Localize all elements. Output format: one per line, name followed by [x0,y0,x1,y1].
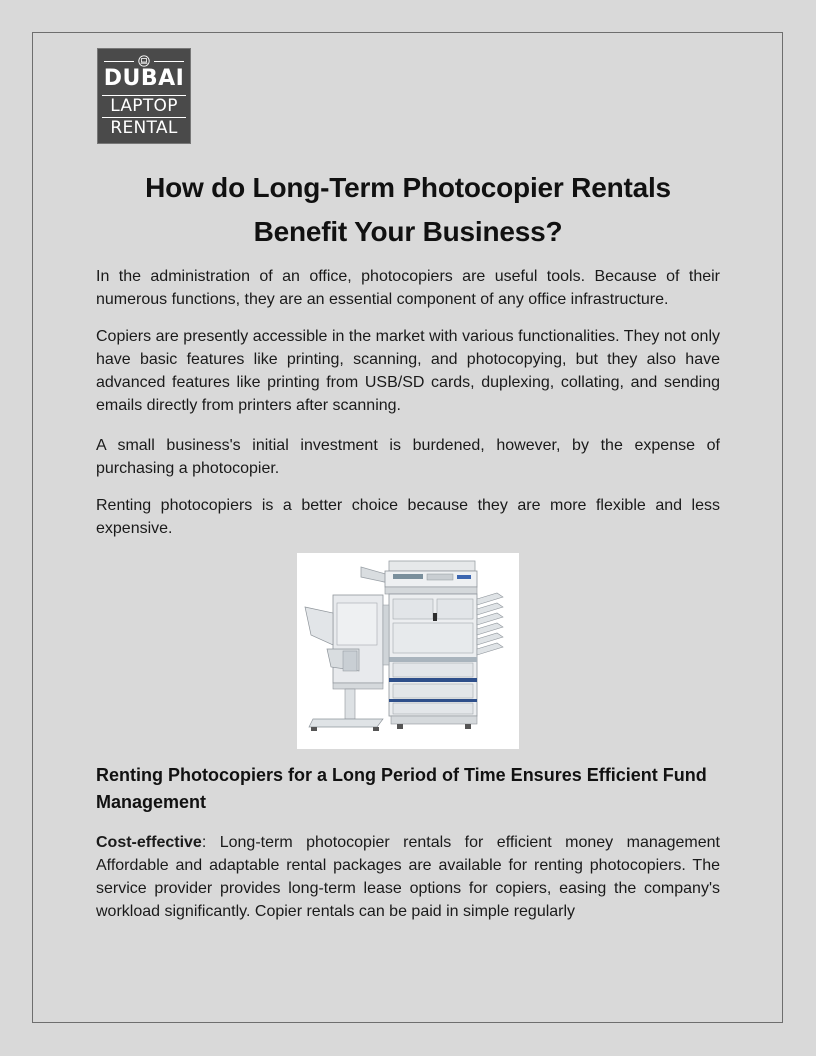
photocopier-image [297,553,519,749]
logo-text-rental: RENTAL [110,118,178,138]
logo-divider-line [154,61,184,62]
logo-text-dubai: DUBAI [103,66,185,91]
intro-paragraph: In the administration of an office, photocopiers are useful tools. Because of their numerous functions, they are an essential component of any office infrastructure. [96,268,720,308]
cost-effective-paragraph [96,831,720,923]
cost-effective-text: : Long-term photocopier rentals for efficient money management Affordable and adaptable rental packages are available for renting photocopiers. The service provider provides long-term lease options for copiers, easing the company's workload significantly. Copier rentals can be paid in simple regularly [96,834,720,920]
cost-effective-label: Cost-effective [96,834,202,851]
logo-text-laptop: LAPTOP [110,96,178,116]
photocopier-illustration [297,553,519,749]
cost-paragraph: A small business's initial investment is burdened, however, by the expense of purchasing a photocopier. [96,437,720,477]
features-paragraph: Copiers are presently accessible in the market with various functionalities. They not only have basic features like printing, scanning, and photocopying, but they also have advanced features like printing from USB/SD cards, duplexing, collating, and sending emails directly from printers after scanning. [96,328,720,414]
logo-divider-line [104,61,134,62]
company-logo[interactable] [97,48,191,144]
renting-paragraph: Renting photocopiers is a better choice because they are more flexible and less expensive. [96,497,720,537]
section-heading: Renting Photocopiers for a Long Period of Time Ensures Efficient Fund Management [96,765,707,812]
article-title: How do Long-Term Photocopier Rentals Benefit Your Business? [145,172,671,247]
